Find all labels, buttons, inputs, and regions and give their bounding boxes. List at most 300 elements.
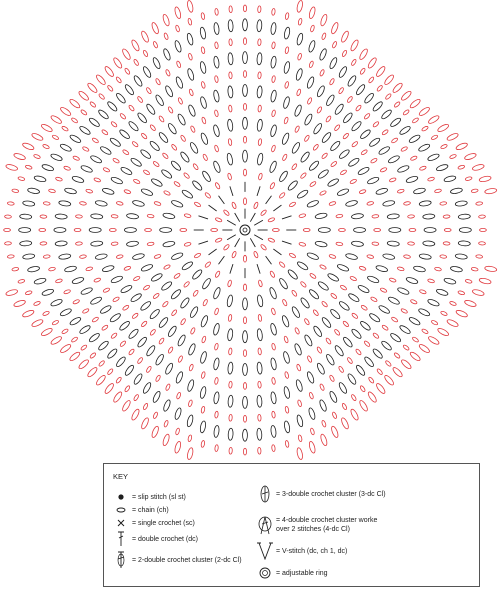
- cluster-symbol: [5, 289, 18, 297]
- chain-symbol: [71, 336, 78, 342]
- chain-symbol: [137, 357, 144, 364]
- cluster-symbol: [484, 266, 497, 273]
- chain-symbol: [465, 279, 472, 284]
- cluster-symbol: [13, 152, 26, 160]
- cluster-symbol: [187, 68, 195, 81]
- cluster-symbol: [459, 228, 471, 233]
- chain-symbol: [214, 182, 220, 189]
- cluster-symbol: [458, 241, 470, 247]
- chain-symbol: [112, 296, 119, 302]
- cluster-symbol: [22, 142, 35, 151]
- chain-symbol: [243, 415, 246, 422]
- cluster-symbol: [350, 39, 360, 52]
- cluster-symbol: [397, 164, 410, 173]
- cluster-symbol: [227, 328, 233, 341]
- chain-symbol: [12, 267, 19, 271]
- chain-symbol: [319, 383, 325, 391]
- cluster-symbol: [59, 343, 72, 354]
- cluster-symbol: [118, 129, 130, 140]
- cluster-symbol: [318, 228, 330, 233]
- cluster-symbol: [20, 241, 32, 247]
- cluster-symbol: [200, 132, 209, 145]
- center-motif: [240, 225, 250, 235]
- chain-symbol: [431, 134, 439, 140]
- chain-symbol: [312, 309, 319, 316]
- chain-symbol: [269, 182, 275, 189]
- cluster-symbol: [109, 312, 122, 323]
- chain-symbol: [300, 281, 307, 288]
- cluster-symbol: [329, 390, 339, 403]
- cluster-symbol: [104, 382, 115, 394]
- chain-symbol: [458, 165, 465, 170]
- chain-symbol: [63, 166, 70, 171]
- chain-symbol: [298, 18, 303, 25]
- chain-symbol: [443, 215, 450, 219]
- chain-symbol: [471, 189, 478, 193]
- chain-symbol: [173, 181, 180, 188]
- cluster-symbol: [358, 48, 368, 61]
- cluster-symbol: [69, 134, 82, 144]
- cluster-symbol: [408, 134, 421, 144]
- cluster-symbol: [212, 287, 221, 300]
- cluster-symbol: [213, 425, 219, 438]
- cluster-symbol: [97, 109, 109, 121]
- cluster-symbol: [472, 289, 485, 297]
- cluster-symbol: [124, 228, 136, 233]
- key-label: = adjustable ring: [276, 569, 328, 577]
- cluster-symbol: [329, 140, 341, 152]
- cluster-symbol: [345, 253, 358, 261]
- chain-symbol: [89, 352, 96, 359]
- cluster-symbol: [86, 82, 98, 94]
- cluster-symbol: [41, 288, 54, 296]
- cluster-symbol: [347, 157, 360, 168]
- chain-symbol: [271, 308, 276, 315]
- cluster-symbol: [294, 104, 303, 117]
- cluster-symbol: [186, 33, 194, 46]
- chain-symbol: [202, 299, 208, 307]
- cluster-symbol: [106, 348, 118, 360]
- double-crochet-symbol: [198, 216, 208, 219]
- cluster-symbol: [389, 228, 401, 233]
- chain-symbol: [444, 228, 451, 231]
- chain-symbol: [268, 237, 276, 243]
- cluster-symbol: [484, 188, 497, 195]
- chain-symbol: [336, 214, 343, 218]
- chain-symbol: [332, 41, 338, 49]
- chain-symbol: [115, 376, 122, 383]
- chain-symbol: [309, 392, 314, 399]
- chain-symbol: [351, 312, 358, 319]
- chain-symbol: [421, 126, 428, 132]
- cluster-symbol: [158, 131, 169, 143]
- cluster-symbol: [58, 200, 71, 207]
- key-label: = single crochet (sc): [132, 519, 195, 527]
- chain-symbol: [201, 12, 205, 19]
- cluster-symbol: [294, 343, 303, 356]
- cluster-symbol: [409, 98, 421, 109]
- chain-symbol: [402, 344, 409, 351]
- chain-symbol: [412, 117, 419, 123]
- chain-symbol: [427, 177, 434, 182]
- chain-symbol: [167, 106, 173, 113]
- chain-symbol: [192, 290, 199, 297]
- chain-symbol: [48, 267, 55, 272]
- chain-symbol: [325, 337, 332, 344]
- cluster-symbol: [296, 414, 304, 427]
- cluster-symbol: [357, 166, 370, 176]
- chain-symbol: [94, 177, 101, 182]
- chain-symbol: [202, 154, 208, 162]
- chain-symbol: [243, 103, 246, 110]
- cluster-symbol: [380, 109, 392, 121]
- chain-symbol: [368, 76, 375, 83]
- chain-symbol: [350, 179, 358, 185]
- chain-symbol: [282, 299, 288, 307]
- cluster-symbol: [359, 320, 371, 331]
- double-crochet-symbol: [257, 186, 260, 196]
- cluster-symbol: [201, 170, 212, 183]
- chain-symbol: [103, 287, 111, 293]
- cluster-symbol: [382, 253, 395, 260]
- chain-symbol: [272, 228, 279, 231]
- double-crochet-symbol: [209, 249, 217, 255]
- crochet-round: [4, 5, 487, 455]
- cluster-symbol: [418, 307, 431, 317]
- chain-symbol: [188, 53, 193, 60]
- chain-symbol: [304, 318, 310, 325]
- chain-symbol: [330, 293, 337, 300]
- chain-symbol: [258, 39, 262, 46]
- chain-symbol: [372, 214, 379, 218]
- cluster-symbol: [427, 153, 440, 162]
- chain-symbol: [376, 368, 383, 375]
- chain-symbol: [188, 400, 193, 407]
- cluster-symbol: [282, 351, 290, 364]
- chain-symbol: [355, 104, 362, 111]
- cluster-symbol: [357, 284, 370, 294]
- chain-symbol: [72, 299, 80, 305]
- chain-symbol: [440, 311, 448, 317]
- chain-symbol: [294, 327, 300, 335]
- chain-symbol: [479, 215, 486, 219]
- cluster-symbol: [308, 40, 316, 53]
- cluster-symbol: [367, 176, 380, 185]
- key-title: KEY: [113, 472, 129, 481]
- cluster-symbol: [162, 14, 170, 27]
- chain-symbol: [479, 242, 486, 246]
- cluster-symbol: [199, 351, 207, 364]
- cluster-symbol: [325, 94, 335, 107]
- double-crochet-symbol: [219, 256, 225, 264]
- chain-symbol: [340, 284, 347, 290]
- cluster-symbol: [308, 6, 316, 19]
- cluster-symbol: [227, 86, 233, 98]
- cluster-symbol: [340, 30, 350, 43]
- cluster-symbol: [121, 48, 131, 61]
- cluster-symbol: [136, 336, 147, 348]
- adjustable-ring-icon: [254, 566, 276, 580]
- cluster-symbol: [351, 328, 363, 340]
- chain-symbol: [271, 145, 276, 152]
- cluster-symbol: [296, 261, 309, 272]
- cluster-symbol: [189, 306, 199, 319]
- chain-symbol: [12, 189, 19, 193]
- cluster-symbol: [419, 253, 432, 260]
- cluster-symbol: [106, 100, 118, 112]
- cluster-symbol: [91, 241, 103, 247]
- chain-symbol: [43, 254, 50, 258]
- chain-symbol: [402, 109, 409, 116]
- cluster-symbol: [464, 152, 477, 160]
- cluster-symbol: [64, 187, 77, 194]
- chain-symbol: [79, 254, 86, 258]
- double-crochet-symbol: [254, 235, 263, 240]
- cluster-symbol: [329, 57, 339, 70]
- chain-symbol: [158, 337, 165, 344]
- chain-symbol: [82, 308, 90, 314]
- cluster-symbol: [406, 276, 419, 284]
- double-crochet-symbol: [227, 220, 236, 225]
- chain-symbol: [119, 340, 126, 347]
- cluster-symbol: [437, 327, 450, 337]
- cluster-symbol: [257, 20, 263, 32]
- chain-symbol: [133, 179, 141, 185]
- chain-symbol: [243, 136, 246, 143]
- chain-symbol: [214, 110, 219, 117]
- chain-symbol: [347, 357, 354, 364]
- chain-symbol: [146, 87, 152, 94]
- chain-symbol: [391, 137, 398, 143]
- cluster-symbol: [130, 39, 140, 52]
- cluster-symbol: [69, 98, 81, 109]
- chain-symbol: [80, 109, 87, 116]
- chain-symbol: [119, 113, 126, 120]
- chain-symbol: [48, 189, 55, 194]
- adjustable-ring: [240, 225, 250, 235]
- chain-symbol: [243, 284, 246, 291]
- cluster-symbol: [409, 351, 421, 362]
- chain-symbol: [304, 135, 310, 142]
- cluster-symbol: [329, 308, 341, 320]
- cluster-symbol: [13, 299, 26, 307]
- cluster-symbol: [316, 362, 326, 375]
- cluster-symbol: [140, 300, 152, 311]
- chain-symbol: [201, 81, 206, 88]
- cluster-symbol: [327, 177, 340, 187]
- cluster-symbol: [110, 176, 123, 185]
- cluster-symbol: [368, 137, 381, 148]
- chain-symbol: [403, 254, 410, 258]
- cluster-symbol: [58, 253, 71, 260]
- chain-symbol: [92, 137, 99, 143]
- cluster-symbol: [436, 288, 449, 296]
- key-label: = 4-double crochet cluster worke over 2 stitches (4-dc Cl): [276, 517, 378, 533]
- cluster-symbol: [149, 140, 161, 152]
- chain-symbol: [338, 87, 344, 94]
- cluster-symbol: [120, 166, 133, 176]
- cluster-symbol: [34, 175, 47, 183]
- chain-symbol: [124, 266, 131, 271]
- cluster-symbol: [408, 316, 421, 326]
- cluster-symbol: [128, 328, 140, 340]
- cluster-symbol: [338, 66, 348, 79]
- chain-symbol: [228, 105, 232, 112]
- chain-symbol: [39, 228, 46, 231]
- chain-symbol: [188, 435, 193, 442]
- cluster-symbol: [397, 287, 410, 296]
- cluster-symbol: [186, 414, 194, 427]
- cluster-symbol: [163, 212, 176, 219]
- cluster-symbol: [387, 213, 399, 219]
- chain-symbol: [243, 169, 246, 176]
- chain-symbol: [284, 336, 289, 343]
- chain-symbol: [449, 301, 456, 306]
- double-crochet-icon: [110, 532, 132, 546]
- chain-symbol: [229, 381, 233, 388]
- chain-symbol: [338, 366, 344, 373]
- chain-symbol: [408, 215, 415, 219]
- key-legend: [103, 463, 480, 587]
- chain-symbol: [312, 144, 319, 151]
- cluster-symbol: [78, 90, 90, 102]
- chain-symbol: [107, 85, 114, 92]
- cluster-symbol: [321, 316, 332, 328]
- chain-symbol: [141, 133, 148, 140]
- cluster-symbol: [140, 148, 152, 159]
- chain-symbol: [178, 97, 184, 105]
- chain-symbol: [25, 165, 32, 170]
- cluster-symbol: [164, 85, 174, 98]
- cluster-symbol: [296, 0, 303, 13]
- cluster-symbol: [145, 103, 156, 116]
- chain-symbol: [419, 289, 426, 294]
- chain-symbol: [351, 59, 357, 66]
- cluster-symbol: [80, 287, 93, 296]
- chain-symbol: [361, 304, 368, 311]
- chain-symbol: [122, 149, 129, 156]
- cluster-symbol: [154, 94, 164, 107]
- cluster-symbol: [382, 200, 395, 207]
- cluster-symbol: [340, 417, 350, 430]
- cluster-symbol: [162, 48, 171, 61]
- chain-symbol: [7, 254, 14, 258]
- double-crochet-symbol: [219, 196, 225, 204]
- chain-symbol: [372, 332, 379, 339]
- chain-symbol: [309, 181, 316, 188]
- chain-symbol: [223, 209, 230, 216]
- cluster-symbol: [418, 343, 431, 354]
- cluster-symbol: [228, 20, 234, 32]
- cluster-symbol: [375, 265, 388, 273]
- cluster-symbol: [387, 296, 400, 306]
- cluster-symbol: [243, 364, 248, 376]
- cluster-symbol: [350, 408, 360, 421]
- cluster-symbol: [31, 318, 44, 328]
- cluster-symbol: [363, 356, 375, 368]
- cluster-symbol: [281, 132, 290, 145]
- cluster-symbol: [95, 74, 107, 86]
- cluster-symbol: [319, 399, 328, 412]
- cluster-symbol: [228, 395, 234, 407]
- cluster-symbol: [175, 371, 184, 384]
- key-item-slip-stitch: [110, 490, 186, 504]
- chain-symbol: [215, 8, 219, 15]
- chain-symbol: [268, 217, 276, 223]
- double-crochet-symbol: [250, 213, 255, 222]
- chain-symbol: [364, 113, 371, 120]
- chain-symbol: [307, 97, 313, 105]
- cluster-symbol: [199, 61, 206, 74]
- cluster-symbol: [383, 74, 395, 86]
- chain-symbol: [110, 121, 117, 128]
- cluster-symbol: [121, 399, 131, 412]
- cluster-symbol: [257, 428, 263, 440]
- cluster-symbol: [325, 353, 335, 366]
- chain-symbol: [385, 93, 392, 100]
- chain-symbol: [258, 348, 262, 355]
- cluster-symbol: [199, 421, 206, 434]
- cluster-symbol: [22, 309, 35, 318]
- chain-symbol: [321, 33, 326, 40]
- cluster-symbol: [444, 175, 457, 183]
- cluster-symbol: [187, 104, 196, 117]
- key-item-adjustable-ring: [254, 566, 328, 580]
- chain-symbol: [332, 412, 338, 420]
- cluster-symbol: [358, 399, 368, 412]
- cluster-symbol: [174, 40, 182, 53]
- cluster-symbol: [342, 112, 353, 124]
- cluster-symbol: [54, 228, 66, 233]
- cluster-symbol: [243, 150, 248, 162]
- chain-symbol: [334, 329, 341, 336]
- chain-symbol: [421, 328, 428, 334]
- double-crochet-symbol: [254, 220, 263, 225]
- cluster-symbol: [303, 334, 313, 347]
- cluster-symbol: [145, 344, 156, 357]
- cluster-symbol: [291, 141, 301, 154]
- double-crochet-symbol: [198, 241, 208, 244]
- chain-symbol: [410, 155, 418, 161]
- chain-symbol: [214, 270, 220, 277]
- chain-symbol: [299, 242, 306, 247]
- cluster-symbol: [243, 331, 248, 343]
- chain-symbol: [359, 189, 366, 194]
- cluster-symbol: [162, 433, 170, 446]
- chain-symbol: [310, 25, 315, 32]
- cluster-symbol: [243, 429, 248, 441]
- chain-symbol: [258, 105, 262, 112]
- cluster-symbol: [243, 84, 248, 96]
- chain-symbol: [180, 135, 186, 142]
- chain-symbol: [215, 237, 223, 243]
- chain-symbol: [258, 414, 262, 421]
- two-dc-cluster-icon: [110, 553, 132, 567]
- cluster-symbol: [330, 425, 339, 438]
- chain-symbol: [201, 371, 206, 378]
- chain-symbol: [330, 161, 337, 168]
- cluster-symbol: [50, 114, 63, 124]
- cluster-symbol: [337, 263, 350, 272]
- cluster-symbol: [306, 199, 319, 208]
- chain-symbol: [141, 320, 148, 327]
- cluster-symbol: [164, 362, 174, 375]
- cluster-symbol: [86, 366, 98, 378]
- cluster-symbol: [284, 27, 291, 40]
- chain-symbol: [163, 190, 171, 196]
- chain-symbol: [214, 145, 219, 152]
- chain-symbol: [158, 115, 165, 122]
